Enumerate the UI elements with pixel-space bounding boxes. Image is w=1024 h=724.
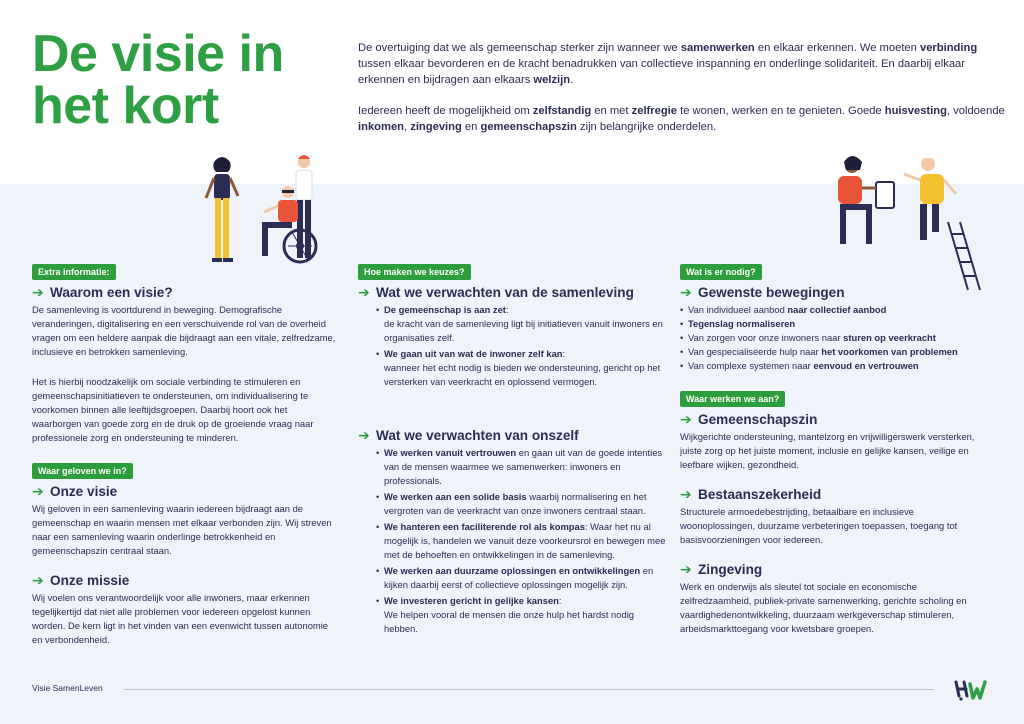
list-samenleving <box>358 303 670 389</box>
bold-text: verbinding <box>919 42 978 54</box>
text-waarom-1: De samenleving is voortdurend in beweging. Demografische veranderingen, digitalisering en een verschuivende rol van de overheid vragen om een heldere aanpak die bijdraagt aan een vitale, zelfredzame, inclusieve en betrokken samenleving. <box>32 304 336 357</box>
arrow-right-icon: ➔ <box>358 284 370 300</box>
list-item <box>376 446 670 488</box>
bold-text: het voorkomen van problemen <box>821 346 958 357</box>
heading-waarom-text: Waarom een visie? <box>50 285 173 300</box>
list-item-text: wanneer het echt nodig is bieden we ondersteuning, gericht op het versterken van veerkracht en oplossend vermogen. <box>384 362 661 387</box>
text-waarom-2: Het is hierbij noodzakelijk om sociale verbinding te stimuleren en gemeenschapsinitiatieven te ondersteunen, om individualisering te voorkomen binnen alle leeftijdsgroepen. Daarbij hoort ook het waarborgen van goede zorg en de druk op de groeiende vraag naar professionele zorg en ondersteuning te minderen. <box>32 376 314 443</box>
bold-text: eenvoud en vertrouwen <box>813 360 919 371</box>
text-visie: Wij geloven in een samenleving waarin iedereen bijdraagt aan de gemeenschap en waarin mensen met elkaar verbonden zijn. Wij streven naar een samenleving waarin onderlinge betrokkenheid en gemeenschapszin centraal staan. <box>32 503 332 556</box>
text-segment: Van gespecialiseerde hulp naar <box>688 346 822 357</box>
list-item-text: : <box>558 595 562 606</box>
bold-text: naar collectief aanbod <box>787 304 887 315</box>
list-item-text: en kijken daarbij eerst of collectieve oplossingen mogelijk zijn. <box>384 565 654 590</box>
bold-text: zingeving <box>410 121 462 133</box>
footer-divider <box>124 689 934 690</box>
list-item <box>376 490 670 518</box>
text-segment: , <box>404 121 411 133</box>
text-segment: De overtuiging dat we als gemeenschap sterker zijn wanneer we <box>358 42 681 54</box>
list-item-text: : Waar het nu al mogelijk is, handelen we vanuit deze voorkeursrol en bewegen mee met de behoeften en ontwikkelingen in de samenleving. <box>384 521 666 560</box>
list-item-lead: We werken vanuit vertrouwen <box>384 447 517 458</box>
list-item-lead: We investeren gericht in gelijke kansen <box>384 595 559 606</box>
illustration-wheelchair-group <box>200 152 330 272</box>
intro-text <box>358 40 1008 150</box>
text-segment: zijn belangrijke onderdelen. <box>576 121 717 133</box>
list-onszelf <box>358 446 670 636</box>
badge-werken-aan: Waar werken we aan? <box>680 391 785 407</box>
arrow-right-icon: ➔ <box>32 483 44 499</box>
text-missie: Wij voelen ons verantwoordelijk voor alle inwoners, maar erkennen tegelijkertijd dat niet alle problemen voor iedereen opgelost kunnen worden. De kern ligt in het vinden van een evenwicht tussen autonomie en verbondenheid. <box>32 592 329 645</box>
heading-zingeving <box>680 561 990 578</box>
text-gemeenschapszin: Wijkgerichte ondersteuning, mantelzorg en vrijwilligerswerk versterken, juiste zorg op het juiste moment, inclusie en gelijke kansen, veilige en leefbare wijken, gezondheid. <box>680 431 975 470</box>
badge-extra-info: Extra informatie: <box>32 264 116 280</box>
list-item <box>680 345 990 359</box>
list-item <box>376 347 670 389</box>
heading-zingeving-text: Zingeving <box>698 562 763 577</box>
text-segment: te wonen, werken en te genieten. Goede <box>677 105 885 117</box>
arrow-right-icon: ➔ <box>680 561 692 577</box>
arrow-right-icon: ➔ <box>680 486 692 502</box>
list-item-text: We helpen vooral de mensen die onze hulp het hardst nodig hebben. <box>384 609 634 634</box>
bold-text: welzijn <box>533 74 571 86</box>
list-item-text: de kracht van de samenleving ligt bij initiatieven vanuit inwoners en organisaties zelf. <box>384 318 663 343</box>
list-item-lead: We werken aan een solide basis <box>384 491 527 502</box>
heading-visie-text: Onze visie <box>50 484 118 499</box>
logo-icon <box>952 678 988 702</box>
heading-gemeenschapszin-text: Gemeenschapszin <box>698 412 818 427</box>
text-segment: . <box>570 74 574 86</box>
list-item <box>680 317 990 331</box>
text-segment: tussen elkaar bevorderen en de kracht benadrukken van collectieve inspanning en onderlinge solidariteit. En daarbij elkaar erkennen en bijdragen aan elkaars <box>358 58 965 86</box>
text-segment: en <box>461 121 481 133</box>
heading-onszelf-text: Wat we verwachten van onszelf <box>376 428 579 443</box>
heading-bestaanszekerheid-text: Bestaanszekerheid <box>698 487 822 502</box>
arrow-right-icon: ➔ <box>358 427 370 443</box>
heading-samenleving-text: Wat we verwachten van de samenleving <box>376 285 634 300</box>
list-item <box>680 303 990 317</box>
list-item-lead: We gaan uit van wat de inwoner zelf kan <box>384 348 563 359</box>
column-middle <box>358 262 670 638</box>
list-bewegingen <box>680 303 990 373</box>
list-item-text: en gaan uit van de goede intenties van de mensen waarmee we samenwerken: inwoners en professionals. <box>384 447 663 486</box>
list-item-text: : <box>505 304 509 315</box>
heading-bestaanszekerheid <box>680 486 990 503</box>
text-zingeving: Werk en onderwijs als sleutel tot sociale en economische zelfredzaamheid, publiek-private samenwerking, gerichte scholing en vaardighedenontwikkeling, duurzaam werkgeverschap stimuleren, arbeidsmarkttoegang voor kwetsbare groepen. <box>680 581 967 634</box>
heading-bewegingen <box>680 284 990 301</box>
bold-text: zelfregie <box>631 105 678 117</box>
list-item-lead: De gemeenschap is aan zet <box>384 304 506 315</box>
bold-text: Tegenslag normaliseren <box>688 318 796 329</box>
list-item-lead: We werken aan duurzame oplossingen en ontwikkelingen <box>384 565 641 576</box>
heading-gemeenschapszin <box>680 411 990 428</box>
heading-waarom <box>32 284 337 301</box>
heading-onszelf <box>358 427 670 444</box>
badge-keuzes: Hoe maken we keuzes? <box>358 264 471 280</box>
page-title: De visie in het kort <box>32 25 284 135</box>
heading-bewegingen-text: Gewenste bewegingen <box>698 285 845 300</box>
footer-label: Visie SamenLeven <box>32 683 103 693</box>
arrow-right-icon: ➔ <box>32 284 44 300</box>
column-left <box>32 262 337 647</box>
list-item <box>376 520 670 562</box>
list-item-text: : <box>562 348 566 359</box>
list-item <box>376 564 670 592</box>
text-segment: Van individueel aanbod <box>688 304 788 315</box>
heading-missie-text: Onze missie <box>50 573 130 588</box>
bold-text: huisvesting <box>884 105 947 117</box>
intro-paragraph-1 <box>358 40 1008 88</box>
intro-paragraph-2 <box>358 103 1008 135</box>
bold-text: zelfstandig <box>532 105 592 117</box>
list-item <box>680 359 990 373</box>
text-segment: Iedereen heeft de mogelijkheid om <box>358 105 533 117</box>
arrow-right-icon: ➔ <box>680 284 692 300</box>
badge-wat-nodig: Wat is er nodig? <box>680 264 762 280</box>
heading-missie <box>32 572 337 589</box>
text-bestaanszekerheid: Structurele armoedebestrijding, betaalbare en inclusieve woonoplossingen, duurzame verbeteringen toepassen, toegang tot basisvoorzieningen voor iedereen. <box>680 506 958 545</box>
bold-text: inkomen <box>358 121 405 133</box>
list-item <box>680 331 990 345</box>
bold-text: gemeenschapszin <box>480 121 577 133</box>
list-item-lead: We hanteren een faciliterende rol als kompas <box>384 521 585 532</box>
column-right <box>680 262 990 636</box>
arrow-right-icon: ➔ <box>680 411 692 427</box>
list-item-text: waarbij normalisering en het vergroten van de veerkracht van onze inwoners centraal staan. <box>384 491 647 516</box>
text-segment: en met <box>591 105 632 117</box>
text-segment: en elkaar erkennen. We moeten <box>754 42 920 54</box>
list-item <box>376 594 670 636</box>
text-segment: Van zorgen voor onze inwoners naar <box>688 332 844 343</box>
bold-text: sturen op veerkracht <box>843 332 936 343</box>
heading-samenleving <box>358 284 670 301</box>
bold-text: samenwerken <box>680 42 755 54</box>
text-segment: Van complexe systemen naar <box>688 360 814 371</box>
text-segment: , voldoende <box>946 105 1005 117</box>
heading-visie <box>32 483 337 500</box>
badge-waar-geloven: Waar geloven we in? <box>32 463 133 479</box>
list-item <box>376 303 670 345</box>
arrow-right-icon: ➔ <box>32 572 44 588</box>
